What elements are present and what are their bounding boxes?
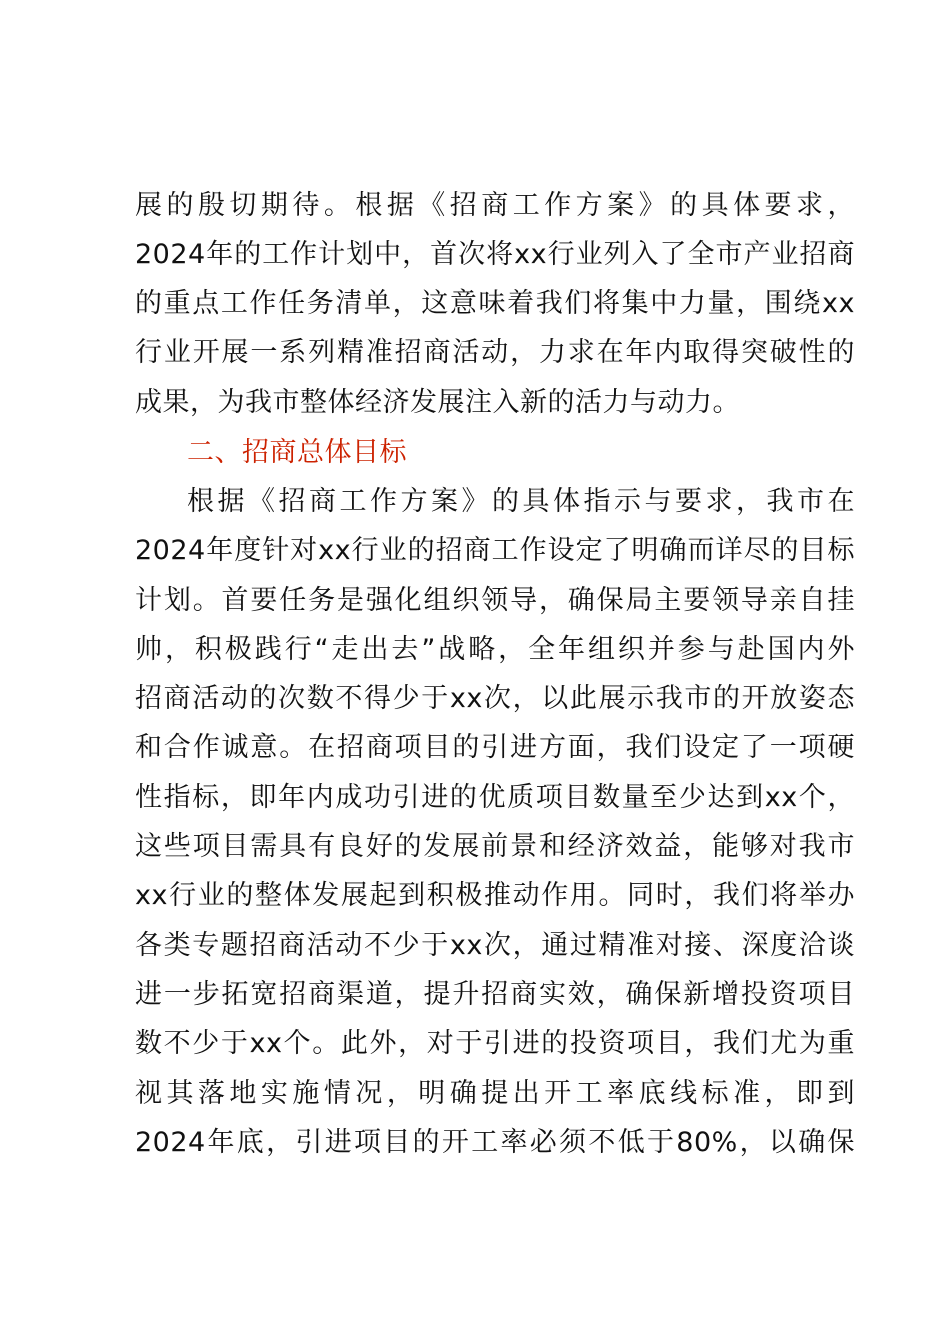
paragraph-line: 进一步拓宽招商渠道，提升招商实效，确保新增投资项目 bbox=[135, 979, 855, 1010]
paragraph-line: 的重点工作任务清单，这意味着我们将集中力量，围绕xx bbox=[135, 288, 855, 319]
paragraph-line: 行业开展一系列精准招商活动，力求在年内取得突破性的 bbox=[135, 337, 855, 368]
paragraph-line: 展的殷切期待。根据《招商工作方案》的具体要求， bbox=[135, 190, 855, 221]
paragraph-line: 招商活动的次数不得少于xx次，以此展示我市的开放姿态 bbox=[135, 683, 855, 714]
paragraph-line: 2024年度针对xx行业的招商工作设定了明确而详尽的目标 bbox=[135, 535, 855, 566]
paragraph-line: 视其落地实施情况，明确提出开工率底线标准，即到 bbox=[135, 1078, 855, 1109]
paragraph-line: 成果，为我市整体经济发展注入新的活力与动力。 bbox=[135, 387, 740, 418]
paragraph-line: 这些项目需具有良好的发展前景和经济效益，能够对我市 bbox=[135, 831, 855, 862]
paragraph-line: 和合作诚意。在招商项目的引进方面，我们设定了一项硬 bbox=[135, 732, 855, 763]
paragraph-line: 数不少于xx个。此外，对于引进的投资项目，我们尤为重 bbox=[135, 1028, 855, 1059]
paragraph-line: 2024年底，引进项目的开工率必须不低于80%，以确保 bbox=[135, 1127, 855, 1158]
paragraph-line: 根据《招商工作方案》的具体指示与要求，我市在 bbox=[187, 486, 855, 517]
section-heading: 二、招商总体目标 bbox=[187, 437, 407, 468]
paragraph-line: 各类专题招商活动不少于xx次，通过精准对接、深度洽谈 bbox=[135, 930, 855, 961]
paragraph-line: 计划。首要任务是强化组织领导，确保局主要领导亲自挂 bbox=[135, 585, 855, 616]
paragraph-line: 性指标，即年内成功引进的优质项目数量至少达到xx个， bbox=[135, 782, 855, 813]
paragraph-line: 帅，积极践行“走出去”战略，全年组织并参与赴国内外 bbox=[135, 634, 855, 665]
paragraph-line: 2024年的工作计划中，首次将xx行业列入了全市产业招商 bbox=[135, 239, 855, 270]
paragraph-line: xx行业的整体发展起到积极推动作用。同时，我们将举办 bbox=[135, 880, 855, 911]
